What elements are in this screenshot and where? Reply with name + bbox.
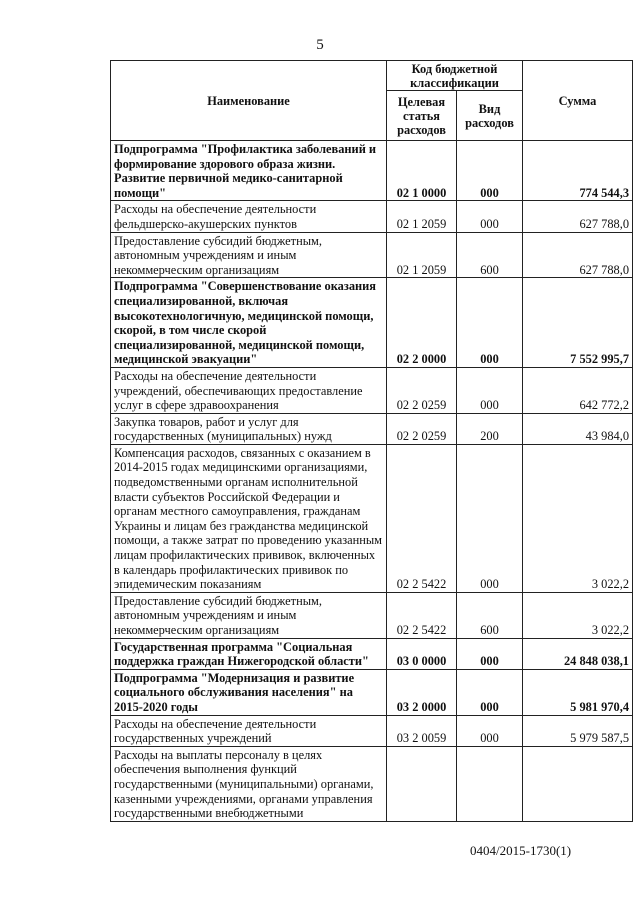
row-target-code: 03 0 0000	[387, 638, 457, 669]
row-sum: 3 022,2	[523, 444, 633, 592]
row-kind-code: 000	[457, 201, 523, 232]
row-name: Предоставление субсидий бюджетным, автономным учреждениям и иным некоммерческим организациям	[111, 232, 387, 278]
row-sum: 5 981 970,4	[523, 669, 633, 715]
row-kind-code: 000	[457, 141, 523, 201]
row-kind-code: 600	[457, 592, 523, 638]
row-target-code	[387, 746, 457, 821]
row-name: Компенсация расходов, связанных с оказанием в 2014-2015 годах медицинскими организациями, подведомственными органам исполнительной власти субъектов Российской Федерации и органам местного самоуправления, гражданам Украины и лицам без гражданства медицинской помощи, а также затрат по проведению указанным лицам профилактических прививок, включенных в календарь профилактических прививок по эпидемическим показаниям	[111, 444, 387, 592]
table-row	[111, 201, 633, 232]
row-target-code: 02 2 0259	[387, 413, 457, 444]
row-target-code: 02 2 0259	[387, 367, 457, 413]
row-target-code: 02 1 2059	[387, 201, 457, 232]
table-row	[111, 232, 633, 278]
row-name: Государственная программа "Социальная поддержка граждан Нижегородской области"	[111, 638, 387, 669]
header-kind: Вид расходов	[457, 91, 523, 141]
table-row	[111, 715, 633, 746]
row-name: Закупка товаров, работ и услуг для государственных (муниципальных) нужд	[111, 413, 387, 444]
table-row	[111, 444, 633, 592]
row-name: Подпрограмма "Модернизация и развитие социального обслуживания населения" на 2015-2020 годы	[111, 669, 387, 715]
table-row	[111, 278, 633, 368]
table-body	[111, 141, 633, 822]
page-number: 5	[316, 37, 324, 53]
table-row	[111, 367, 633, 413]
row-name: Предоставление субсидий бюджетным, автономным учреждениям и иным некоммерческим организациям	[111, 592, 387, 638]
row-kind-code: 000	[457, 669, 523, 715]
table-row	[111, 746, 633, 821]
row-kind-code: 000	[457, 715, 523, 746]
row-target-code: 03 2 0000	[387, 669, 457, 715]
row-sum: 627 788,0	[523, 201, 633, 232]
row-kind-code: 000	[457, 444, 523, 592]
row-target-code: 02 2 5422	[387, 444, 457, 592]
header-sum: Сумма	[523, 61, 633, 141]
row-target-code: 02 2 5422	[387, 592, 457, 638]
row-sum: 7 552 995,7	[523, 278, 633, 368]
row-sum	[523, 746, 633, 821]
table-row	[111, 413, 633, 444]
row-name: Подпрограмма "Совершенствование оказания специализированной, включая высокотехнологичную, медицинской помощи, скорой, в том числе скорой специализированной, медицинской помощи, медицинской эвакуации"	[111, 278, 387, 368]
table-row	[111, 141, 633, 201]
row-sum: 24 848 038,1	[523, 638, 633, 669]
table-row	[111, 638, 633, 669]
table-row	[111, 669, 633, 715]
row-kind-code: 000	[457, 638, 523, 669]
header-name: Наименование	[111, 61, 387, 141]
row-sum: 642 772,2	[523, 367, 633, 413]
row-name: Подпрограмма "Профилактика заболеваний и формирование здорового образа жизни. Развитие первичной медико-санитарной помощи"	[111, 141, 387, 201]
row-kind-code	[457, 746, 523, 821]
row-kind-code: 600	[457, 232, 523, 278]
budget-table	[110, 60, 633, 822]
row-target-code: 03 2 0059	[387, 715, 457, 746]
row-sum: 3 022,2	[523, 592, 633, 638]
row-name: Расходы на обеспечение деятельности государственных учреждений	[111, 715, 387, 746]
row-name: Расходы на обеспечение деятельности фельдшерско-акушерских пунктов	[111, 201, 387, 232]
row-target-code: 02 1 2059	[387, 232, 457, 278]
row-kind-code: 000	[457, 278, 523, 368]
row-name: Расходы на выплаты персоналу в целях обеспечения выполнения функций государственными (муниципальными) органами, казенными учреждениями, органами управления государственными внебюджетными	[111, 746, 387, 821]
row-sum: 43 984,0	[523, 413, 633, 444]
row-sum: 627 788,0	[523, 232, 633, 278]
row-target-code: 02 1 0000	[387, 141, 457, 201]
row-kind-code: 200	[457, 413, 523, 444]
row-name: Расходы на обеспечение деятельности учреждений, обеспечивающих предоставление услуг в сфере здравоохранения	[111, 367, 387, 413]
table-header	[111, 61, 633, 141]
header-code-group: Код бюджетной классификации	[387, 61, 523, 91]
header-target: Целевая статья расходов	[387, 91, 457, 141]
document-code: 0404/2015-1730(1)	[470, 843, 572, 858]
row-sum: 5 979 587,5	[523, 715, 633, 746]
table-row	[111, 592, 633, 638]
row-target-code: 02 2 0000	[387, 278, 457, 368]
row-sum: 774 544,3	[523, 141, 633, 201]
row-kind-code: 000	[457, 367, 523, 413]
